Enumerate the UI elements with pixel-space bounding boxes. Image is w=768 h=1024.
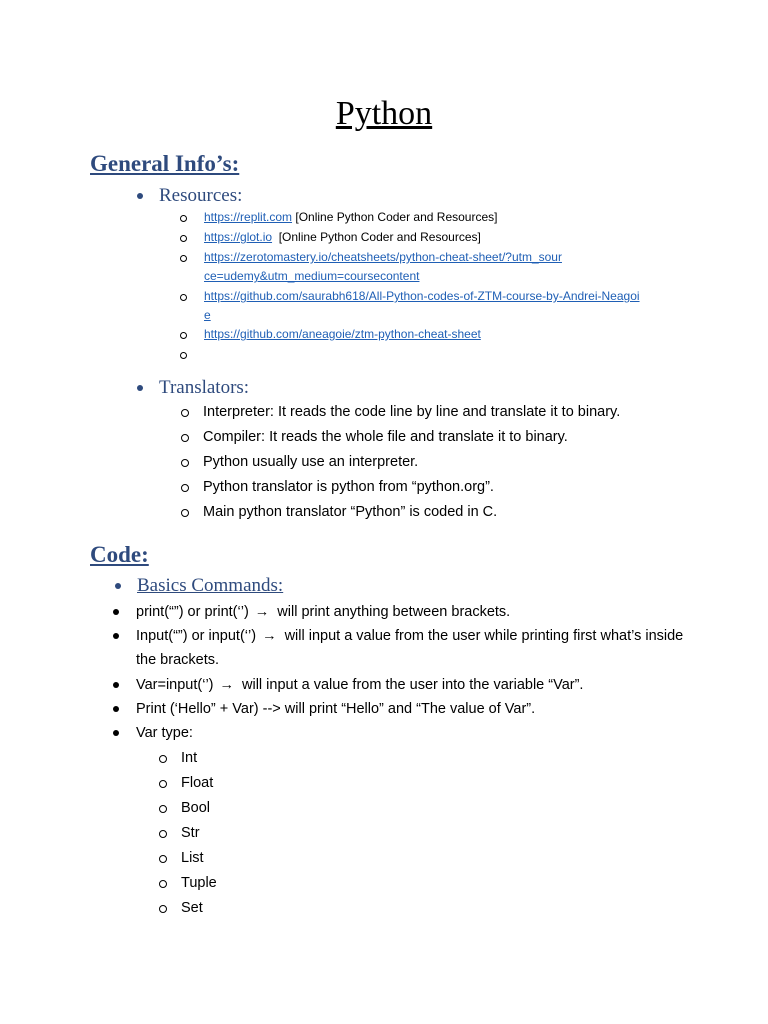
- resource-link-github-saurabh[interactable]: https://github.com/saurabh618/All-Python-codes-of-ZTM-course-by-Andrei-Neagoie: [204, 289, 640, 322]
- page-title: Python: [335, 95, 433, 132]
- circle-bullet-icon: [159, 830, 167, 838]
- circle-bullet-icon: [180, 235, 187, 242]
- command-code: print(“”) or print(‘’): [136, 604, 249, 620]
- resource-link-github-aneagoie[interactable]: https://github.com/aneagoie/ztm-python-cheat-sheet: [204, 327, 481, 341]
- var-type-label: Set: [181, 900, 203, 916]
- command-code: Input(“”) or input(‘’): [136, 628, 257, 644]
- circle-bullet-icon: [180, 215, 187, 222]
- bullet-dot-icon: [113, 633, 119, 639]
- basics-commands-label: Basics Commands:: [137, 575, 284, 596]
- arrow-right-icon: →: [254, 604, 270, 620]
- circle-bullet-icon: [159, 805, 167, 813]
- translator-text: Interpreter: It reads the code line by line and translate it to binary.: [203, 404, 621, 420]
- bullet-dot-icon: [113, 682, 119, 688]
- circle-bullet-icon: [180, 294, 187, 301]
- resource-note: [Online Python Coder and Resources]: [272, 230, 481, 244]
- code-heading: Code:: [90, 542, 149, 567]
- circle-bullet-icon: [159, 880, 167, 888]
- circle-bullet-icon: [181, 459, 189, 467]
- resources-label: Resources:: [159, 185, 243, 206]
- circle-bullet-icon: [180, 332, 187, 339]
- var-type-label: Bool: [181, 800, 211, 816]
- circle-bullet-icon: [159, 755, 167, 763]
- translators-label: Translators:: [159, 377, 250, 398]
- resource-link-glot[interactable]: https://glot.io: [204, 230, 273, 244]
- bullet-dot-icon: [113, 706, 119, 712]
- circle-bullet-icon: [181, 434, 189, 442]
- circle-bullet-icon: [181, 484, 189, 492]
- translator-text: Main python translator “Python” is coded in C.: [203, 504, 498, 520]
- resource-link-replit[interactable]: https://replit.com: [204, 210, 293, 224]
- circle-bullet-icon: [159, 905, 167, 913]
- bullet-dot-icon: [137, 385, 143, 391]
- circle-bullet-icon: [181, 409, 189, 417]
- bullet-dot-icon: [137, 193, 143, 199]
- command-desc: will print anything between brackets.: [277, 604, 511, 620]
- translator-text: Python translator is python from “python.org”.: [203, 479, 494, 495]
- command-desc: will input a value from the user into the variable “Var”.: [242, 677, 584, 693]
- var-type-label: Int: [181, 750, 198, 766]
- var-type-label: Float: [181, 775, 214, 791]
- var-type-label: Str: [181, 825, 200, 841]
- resource-link-zerotomastery[interactable]: https://zerotomastery.io/cheatsheets/python-cheat-sheet/?utm_source=udemy&utm_medium=coursecontent: [204, 250, 562, 283]
- translator-text: Python usually use an interpreter.: [203, 454, 419, 470]
- general-info-heading: General Info’s:: [90, 151, 240, 176]
- resource-note: [Online Python Coder and Resources]: [292, 210, 498, 224]
- circle-bullet-icon: [159, 855, 167, 863]
- command-code: Print (‘Hello” + Var) --> will print “Hello” and “The value of Var”.: [136, 701, 536, 717]
- bullet-dot-icon: [113, 730, 119, 736]
- var-type-label: Tuple: [181, 875, 217, 891]
- circle-bullet-icon: [159, 780, 167, 788]
- circle-bullet-icon: [181, 509, 189, 517]
- arrow-right-icon: →: [219, 677, 234, 693]
- circle-bullet-icon: [180, 352, 187, 359]
- circle-bullet-icon: [180, 255, 187, 262]
- command-desc: will input a value from the user while printing first what’s inside the brackets.: [136, 628, 684, 668]
- command-code: Var type:: [136, 725, 193, 741]
- var-type-label: List: [181, 850, 204, 866]
- translator-text: Compiler: It reads the whole file and translate it to binary.: [203, 429, 568, 445]
- bullet-dot-icon: [115, 583, 121, 589]
- arrow-right-icon: →: [262, 628, 277, 644]
- command-code: Var=input(‘’): [136, 677, 214, 693]
- bullet-dot-icon: [113, 609, 119, 615]
